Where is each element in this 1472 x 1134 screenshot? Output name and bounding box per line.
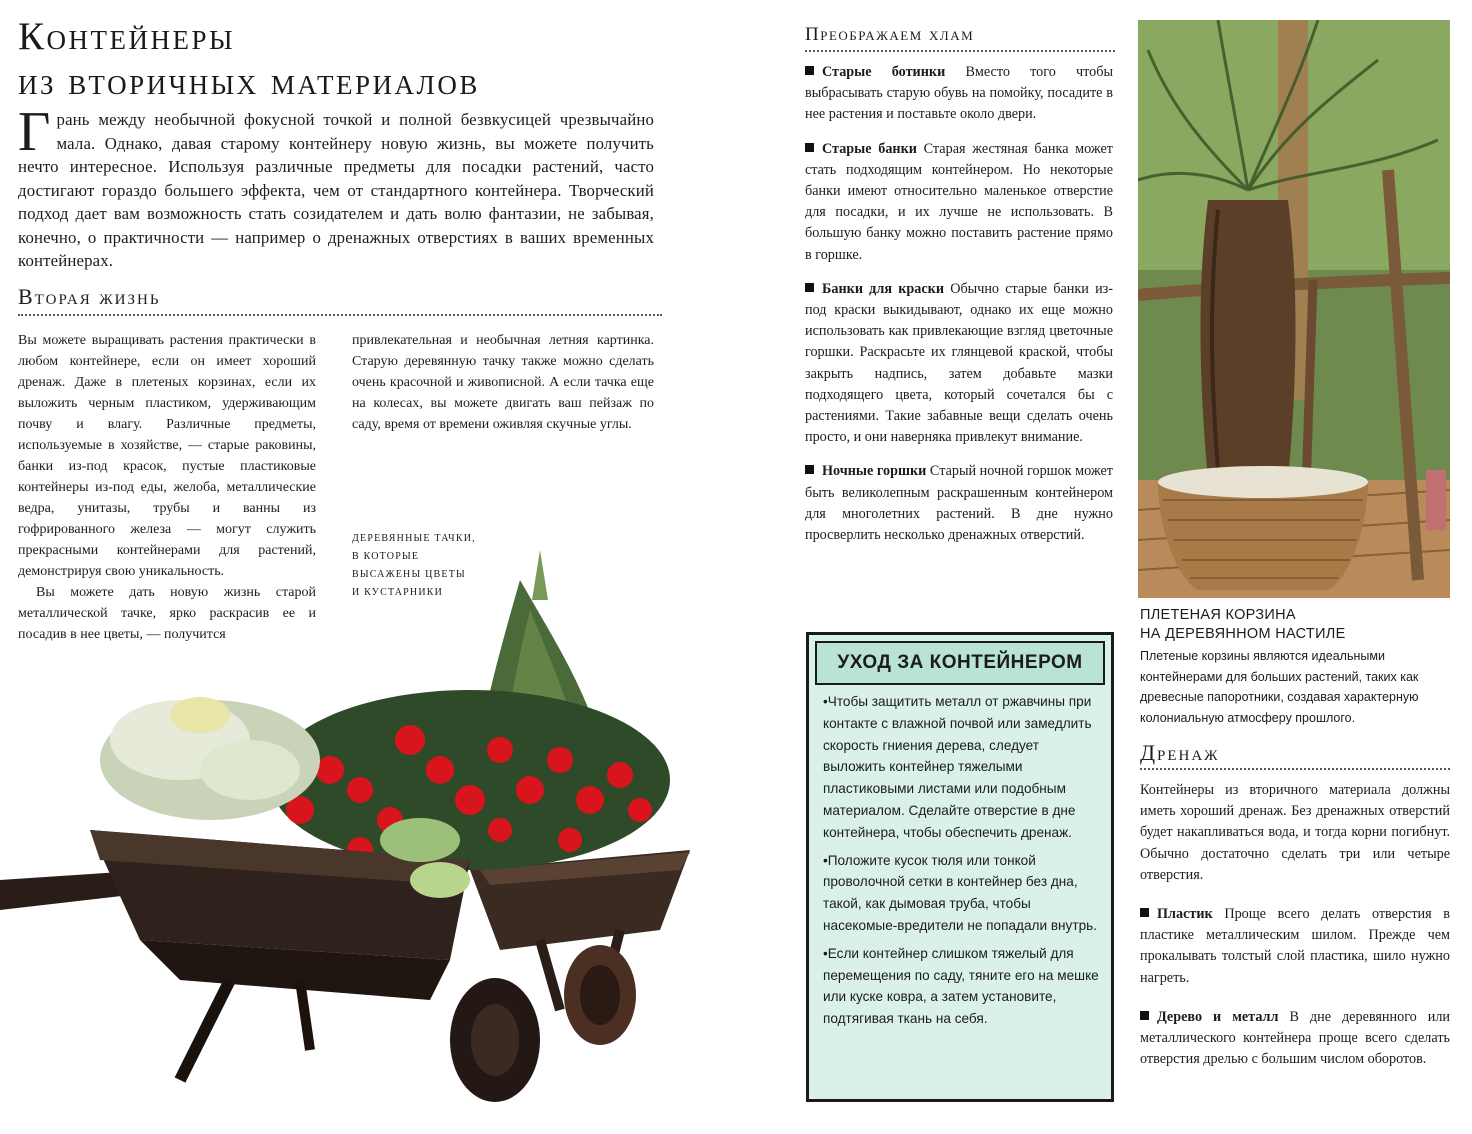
red-flowers bbox=[258, 690, 670, 870]
square-bullet-icon bbox=[805, 143, 814, 152]
item-title: Дерево и металл bbox=[1157, 1008, 1279, 1025]
item-text: Обычно старые банки из-под краски выкидывают, однако их еще можно использовать как привлекающие взгляд цветочные горшки. Раскрасьте их глянцевой краской, чтобы закрыть надпись, затем добавьте мазки подходящего цвета, который сочетался бы с растениями. Такие забавные вещи сделать очень просто, и они наверняка привлекут внимание. bbox=[805, 280, 1113, 446]
page-title bbox=[18, 14, 718, 104]
caption-line: ДЕРЕВЯННЫЕ ТАЧКИ, bbox=[352, 533, 476, 544]
silver-foliage bbox=[100, 697, 320, 820]
intro-paragraph bbox=[18, 101, 654, 273]
item-text: В дне деревянного или металлического контейнера проще всего сделать отверстия дрелью с большим числом оборотов. bbox=[1140, 1008, 1450, 1068]
care-bullet: •Чтобы защитить металл от ржавчины при контакте с влажной почвой или замедлить скорость гниения дерева, следует выложить контейнер тяжелыми пластиковыми листами или подобным материалом. Сделайте отверстие в дне контейнера, чтобы обеспечить дренаж. bbox=[823, 694, 1092, 840]
list-item bbox=[805, 139, 1113, 266]
square-bullet-icon bbox=[1140, 908, 1149, 917]
care-bullet: •Если контейнер слишком тяжелый для перемещения по саду, тяните его на мешке или куске ковра, а затем установите, подтягивая ткань на себя. bbox=[823, 945, 1099, 1027]
section-heading-drainage: Дренаж bbox=[1140, 740, 1220, 765]
square-bullet-icon bbox=[1140, 1011, 1149, 1020]
square-bullet-icon bbox=[805, 465, 814, 474]
photo-caption-title bbox=[1140, 606, 1450, 644]
list-item bbox=[805, 461, 1113, 546]
list-item bbox=[1140, 1007, 1450, 1071]
body-paragraph: Вы можете дать новую жизнь старой металлической тачке, ярко раскрасив ее и посадив в нее цветы, — получится bbox=[18, 585, 316, 642]
second-life-column-2: привлекательная и необычная летняя картинка. Старую деревянную тачку также можно сделать очень красочной и живописной. А если тачка еще на колесах, вы можете двигать ваш пейзаж по саду, время от времени оживляя скучные углы. bbox=[352, 333, 654, 432]
item-title: Старые банки bbox=[822, 140, 917, 157]
dotted-divider bbox=[1140, 768, 1450, 770]
drop-cap: Г bbox=[18, 101, 51, 163]
body-paragraph: Вы можете выращивать растения практически в любом контейнере, если он имеет хороший дренаж. Даже в плетеных корзинах, если их выложить черным пластиком, удерживающим почву и влагу. Различные предметы, используемые в хозяйстве, — старые раковины, банки из-под красок, пустые пластиковые контейнеры из-под еды, желоба, металлические ведра, унитазы, трубы и ванны из гофрированного железа — могут служить прекрасными контейнерами для растений, демонстрируя свою уникальность. bbox=[18, 333, 316, 579]
list-item bbox=[805, 279, 1113, 449]
care-sidebar-box bbox=[806, 632, 1114, 1102]
caption-line: ВЫСАЖЕНЫ ЦВЕТЫ bbox=[352, 569, 466, 580]
item-text: Вместо того чтобы выбрасывать старую обувь на помойку, посадите в нее растения и поставьте около двери. bbox=[805, 64, 1114, 123]
item-text: Старый ночной горшок может быть великолепным раскрашенным контейнером для многолетних растений. В дне нужно просверлить несколько дренажных отверстий. bbox=[805, 463, 1114, 544]
square-bullet-icon bbox=[805, 66, 814, 75]
drainage-text bbox=[1140, 780, 1450, 1070]
junk-list bbox=[805, 62, 1113, 546]
item-title: Ночные горшки bbox=[822, 463, 927, 480]
square-bullet-icon bbox=[805, 283, 814, 292]
caption-line: ПЛЕТЕНАЯ КОРЗИНА bbox=[1140, 607, 1296, 623]
caption-line: В КОТОРЫЕ bbox=[352, 551, 420, 562]
dotted-divider bbox=[805, 50, 1115, 52]
body-paragraph: Контейнеры из вторичного материала должны иметь хороший дренаж. Без дренажных отверстий будет накапливаться вода, и тогда корни погибнут. Обычно достаточно сделать три или четыре отверстия. bbox=[1140, 782, 1450, 883]
dotted-divider bbox=[18, 314, 662, 316]
wheelbarrow-photo bbox=[0, 540, 700, 1134]
caption-line: НА ДЕРЕВЯННОМ НАСТИЛЕ bbox=[1140, 626, 1346, 642]
item-title: Банки для краски bbox=[822, 280, 944, 297]
item-text: Проще всего делать отверстия в пластике металлическим шилом. Прежде чем прокалывать толстый слой пластика, шило нужно нагреть. bbox=[1140, 906, 1450, 986]
item-text: Старая жестяная банка может стать подходящим контейнером. Но некоторые банки имеют относительно маленькое отверстие для посадки, и их лучше не использовать. В большую банку можно поставить растение прямо в горшке. bbox=[805, 140, 1114, 263]
list-item bbox=[1140, 904, 1450, 989]
title-line-1: Контейнеры bbox=[18, 15, 236, 58]
section-heading-junk: Преображаем хлам bbox=[805, 24, 975, 45]
photo-caption-text: Плетеные корзины являются идеальными контейнерами для больших растений, таких как древесные папоротники, создавая характерную колониальную атмосферу прошлого. bbox=[1140, 649, 1419, 725]
caption-line: И КУСТАРНИКИ bbox=[352, 587, 444, 598]
section-heading-second-life: Вторая жизнь bbox=[18, 284, 161, 309]
care-box-body bbox=[823, 691, 1103, 1036]
front-wheelbarrow bbox=[0, 818, 540, 1102]
item-title: Старые ботинки bbox=[822, 64, 946, 80]
care-box-heading: УХОД ЗА КОНТЕЙНЕРОМ bbox=[815, 641, 1105, 685]
title-line-2: из вторичных материалов bbox=[18, 60, 480, 103]
care-bullet: •Положите кусок тюля или тонкой проволочной сетки в контейнер без дна, такой, как дымовая труба, чтобы насекомые-вредители не попадали внутрь. bbox=[823, 852, 1097, 933]
intro-text: рань между необычной фокусной точкой и полной безвкусицей чрезвычайно мала. Однако, давая старому контейнеру новую жизнь, вы можете получить нечто интересное. Используя различные предметы для посадки растений, часто достигают гораздо большего эффекта, чем от стандартного контейнера. Творческий подход дает вам возможность стать созидателем и дать волю фантазии, не забывая, конечно, о практичности — например о дренажных отверстиях в ваших временных контейнерах. bbox=[18, 110, 654, 270]
list-item bbox=[805, 62, 1113, 126]
item-title: Пластик bbox=[1157, 906, 1213, 923]
fern-basket-photo bbox=[1138, 20, 1450, 598]
